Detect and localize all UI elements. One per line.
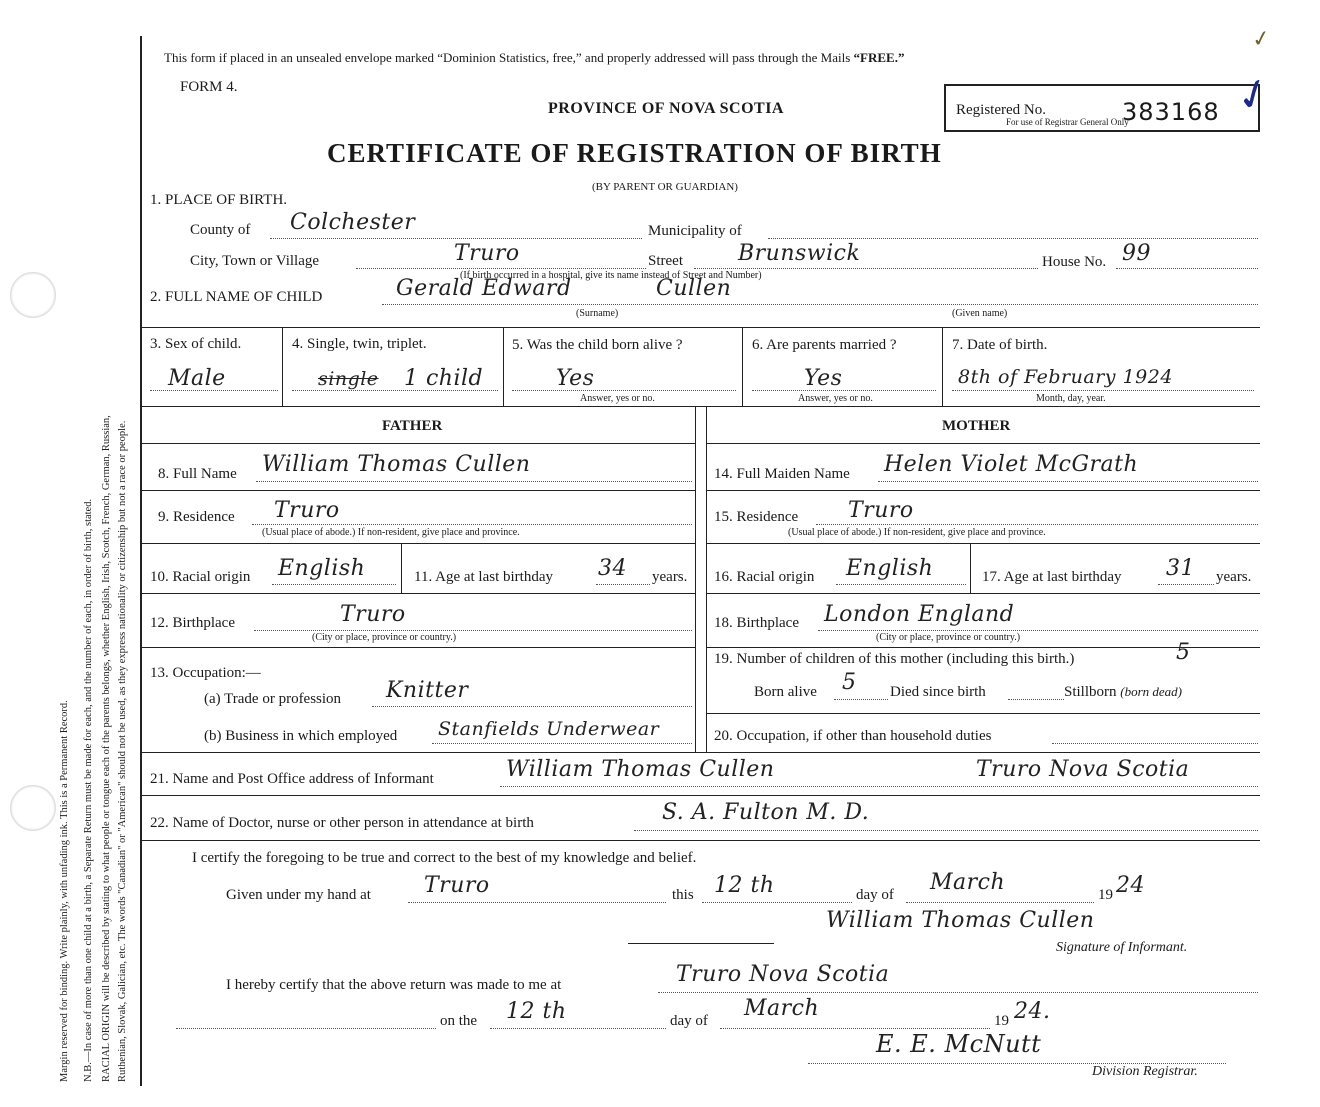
divider — [742, 327, 743, 406]
registered-note: For use of Registrar General Only — [1006, 117, 1129, 127]
dob-value: 8th of February 1924 — [958, 366, 1173, 388]
father-age-value: 34 — [598, 556, 627, 581]
divider — [142, 752, 1260, 753]
margin-note-line: Ruthenian, Slovak, Galician, etc. The words "Canadian" or "American" should not be used, as they express nationality or citizenship but not a race or people. — [117, 420, 128, 1082]
mother-age-line — [1158, 584, 1214, 585]
short-divider — [628, 943, 774, 944]
mother-birthplace-line — [818, 630, 1258, 631]
mother-race-label: 16. Racial origin — [714, 569, 815, 585]
mother-children-label: 19. Number of children of this mother (including this birth.) — [714, 651, 1075, 667]
year-prefix: 19 — [1098, 887, 1113, 903]
father-business-value: Stanfields Underwear — [438, 718, 660, 740]
doctor-value: S. A. Fulton M. D. — [662, 800, 870, 825]
mother-birthplace-caption: (City or place, province or country.) — [876, 632, 1021, 643]
sex-label: 3. Sex of child. — [150, 336, 242, 352]
given-place-value: Truro — [424, 873, 490, 898]
registered-number-box — [944, 84, 1260, 132]
doctor-line — [634, 830, 1258, 831]
father-name-line — [256, 481, 692, 482]
county-line — [270, 238, 642, 239]
born-alive-value: 5 — [842, 670, 857, 695]
divider — [142, 406, 1260, 407]
given-caption: (Given name) — [952, 308, 1008, 319]
father-residence-label: 9. Residence — [158, 509, 235, 525]
doctor-label: 22. Name of Doctor, nurse or other person in attendance at birth — [150, 815, 534, 831]
stillborn-label: Stillborn (born dead) — [1064, 684, 1183, 700]
year-value: 24 — [1116, 873, 1145, 898]
mother-birthplace-label: 18. Birthplace — [714, 615, 799, 631]
mother-residence-value: Truro — [848, 498, 914, 523]
father-birthplace-label: 12. Birthplace — [150, 615, 235, 631]
check-mark-icon: ✓ — [1229, 68, 1279, 124]
day-of-label: day of — [856, 887, 894, 903]
mother-heading: MOTHER — [942, 418, 1011, 434]
informant-label: 21. Name and Post Office address of Informant — [150, 771, 434, 787]
given-label: Given under my hand at — [226, 887, 371, 903]
father-race-value: English — [278, 556, 366, 581]
registrar-signature: E. E. McNutt — [876, 1030, 1042, 1058]
this-label: this — [672, 887, 694, 903]
mother-children-value: 5 — [1176, 640, 1191, 665]
mother-name-line — [878, 481, 1258, 482]
child-name-line — [382, 304, 1258, 305]
divider — [142, 543, 695, 544]
father-age-unit: years. — [652, 569, 688, 585]
registrar-date-line — [176, 1028, 436, 1029]
punch-hole — [10, 272, 56, 318]
father-name-label: 8. Full Name — [158, 466, 237, 482]
born-alive-label: Born alive — [754, 684, 817, 700]
informant-signature: William Thomas Cullen — [826, 908, 1095, 933]
informant-line — [500, 786, 1258, 787]
mother-name-value: Helen Violet McGrath — [884, 452, 1139, 477]
mother-race-value: English — [846, 556, 934, 581]
father-occupation-label: 13. Occupation:— — [150, 665, 261, 681]
registrar-month-value: March — [744, 996, 820, 1021]
hospital-note: (If birth occurred in a hospital, give its name instead of Street and Number) — [460, 270, 762, 281]
father-race-line — [272, 584, 396, 585]
page-title: CERTIFICATE OF REGISTRATION OF BIRTH — [327, 138, 942, 168]
married-line — [752, 390, 936, 391]
divider — [142, 327, 1260, 328]
plurality-label: 4. Single, twin, triplet. — [292, 336, 427, 352]
column-divider — [695, 406, 696, 752]
father-birthplace-line — [254, 630, 692, 631]
signature-caption: Signature of Informant. — [1056, 940, 1188, 955]
dob-caption: Month, day, year. — [1036, 393, 1106, 404]
registrar-statement: I hereby certify that the above return was made to me at — [226, 977, 562, 993]
check-mark-icon: ✓ — [1249, 24, 1273, 53]
divider — [942, 327, 943, 406]
county-value: Colchester — [290, 210, 416, 235]
father-race-label: 10. Racial origin — [150, 569, 251, 585]
day-line — [702, 902, 852, 903]
mother-age-label: 17. Age at last birthday — [982, 569, 1122, 585]
province-heading: PROVINCE OF NOVA SCOTIA — [548, 100, 784, 117]
mother-name-label: 14. Full Maiden Name — [714, 466, 850, 482]
mailing-notice: This form if placed in an unsealed envelope marked “Dominion Statistics, free,” and properly addressed will pass through the Mails “FREE.” — [164, 50, 905, 65]
divider — [142, 593, 695, 594]
father-trade-value: Knitter — [386, 678, 469, 703]
registrar-year-prefix: 19 — [994, 1013, 1009, 1029]
house-line — [1116, 268, 1258, 269]
registrar-place-value: Truro Nova Scotia — [676, 962, 890, 987]
informant-name-value: William Thomas Cullen — [506, 757, 775, 782]
died-line — [1008, 699, 1064, 700]
on-the-label: on the — [440, 1013, 478, 1029]
child-name-label: 2. FULL NAME OF CHILD — [150, 289, 323, 305]
month-line — [906, 902, 1094, 903]
page-subtitle: (BY PARENT OR GUARDIAN) — [592, 181, 738, 193]
city-value: Truro — [454, 241, 520, 266]
house-label: House No. — [1042, 254, 1107, 270]
father-business-line — [432, 743, 692, 744]
father-trade-line — [372, 706, 692, 707]
divider — [142, 443, 695, 444]
father-trade-label: (a) Trade or profession — [204, 691, 342, 707]
city-label: City, Town or Village — [190, 253, 320, 269]
street-line — [694, 268, 1038, 269]
alive-caption: Answer, yes or no. — [580, 393, 655, 404]
dob-line — [952, 390, 1254, 391]
municipality-label: Municipality of — [648, 223, 742, 239]
father-birthplace-value: Truro — [340, 602, 406, 627]
month-value: March — [930, 870, 1006, 895]
street-label: Street — [648, 253, 683, 269]
divider — [706, 490, 1260, 491]
divider — [970, 543, 971, 593]
registrar-month-line — [720, 1028, 990, 1029]
plurality-struck: single — [318, 368, 379, 390]
father-age-line — [596, 584, 650, 585]
city-line — [356, 268, 646, 269]
divider — [282, 327, 283, 406]
child-given-value: Cullen — [656, 276, 732, 301]
mother-birthplace-value: London England — [824, 602, 1015, 627]
divider — [142, 795, 1260, 796]
registrar-year-value: 24. — [1014, 999, 1051, 1024]
registrar-day-of-label: day of — [670, 1013, 708, 1029]
place-of-birth-label: 1. PLACE OF BIRTH. — [150, 192, 288, 208]
alive-value: Yes — [556, 366, 595, 391]
column-divider — [706, 406, 707, 752]
child-surname-value: Gerald Edward — [396, 276, 572, 301]
mother-race-line — [836, 584, 966, 585]
mother-residence-label: 15. Residence — [714, 509, 799, 525]
father-name-value: William Thomas Cullen — [262, 452, 531, 477]
day-value: 12 th — [714, 873, 775, 898]
certification-statement: I certify the foregoing to be true and correct to the best of my knowledge and belief. — [192, 850, 697, 866]
margin-note-line: N.B.—In case of more than one child at a birth, a Separate Return must be made for each, and the number of each, in order of birth, stated. — [83, 498, 94, 1082]
form-number: FORM 4. — [180, 79, 238, 95]
mother-occupation-line — [1052, 743, 1258, 744]
divider — [706, 593, 1260, 594]
given-place-line — [408, 902, 666, 903]
father-business-label: (b) Business in which employed — [204, 728, 398, 744]
alive-label: 5. Was the child born alive ? — [512, 337, 683, 353]
father-residence-line — [252, 524, 692, 525]
divider — [142, 647, 695, 648]
married-value: Yes — [804, 366, 843, 391]
divider — [706, 543, 1260, 544]
registrar-caption: Division Registrar. — [1092, 1064, 1198, 1079]
mother-residence-caption: (Usual place of abode.) If non-resident, give place and province. — [788, 527, 1046, 538]
registrar-day-line — [490, 1028, 666, 1029]
divider — [706, 713, 1260, 714]
margin-note-line: Margin reserved for binding. Write plainly, with unfading ink. This is a Permanent Record. — [59, 700, 70, 1082]
mother-age-unit: years. — [1216, 569, 1252, 585]
divider — [142, 490, 695, 491]
punch-hole — [10, 785, 56, 831]
father-residence-value: Truro — [274, 498, 340, 523]
street-value: Brunswick — [738, 241, 861, 266]
father-residence-caption: (Usual place of abode.) If non-resident, give place and province. — [262, 527, 520, 538]
municipality-line — [768, 238, 1258, 239]
registrar-day-value: 12 th — [506, 999, 567, 1024]
alive-line — [512, 390, 736, 391]
dob-label: 7. Date of birth. — [952, 337, 1048, 353]
divider — [503, 327, 504, 406]
married-caption: Answer, yes or no. — [798, 393, 873, 404]
mother-age-value: 31 — [1166, 556, 1195, 581]
mother-occupation-label: 20. Occupation, if other than household duties — [714, 728, 992, 744]
divider — [142, 840, 1260, 841]
informant-address-value: Truro Nova Scotia — [976, 757, 1190, 782]
form-left-border — [140, 36, 142, 1086]
divider — [706, 443, 1260, 444]
plurality-value: 1 child — [404, 366, 484, 391]
registered-label: Registered No. — [956, 102, 1046, 118]
father-birthplace-caption: (City or place, province or country.) — [312, 632, 457, 643]
divider — [401, 543, 402, 593]
margin-note-line: RACIAL ORIGIN will be described by stating to what people or tongue each of the parents belongs, whether English, Irish, Scotch, French, German, Russian, — [101, 415, 112, 1082]
surname-caption: (Surname) — [576, 308, 619, 319]
registered-value: 383168 — [1122, 98, 1220, 126]
house-value: 99 — [1122, 241, 1151, 266]
stillborn-note: (born dead) — [1120, 684, 1183, 699]
mother-residence-line — [816, 524, 1258, 525]
county-label: County of — [190, 222, 251, 238]
father-age-label: 11. Age at last birthday — [414, 569, 553, 585]
registrar-place-line — [658, 992, 1258, 993]
father-heading: FATHER — [382, 418, 443, 434]
died-label: Died since birth — [890, 684, 986, 700]
sex-value: Male — [168, 366, 226, 391]
born-alive-line — [834, 699, 888, 700]
married-label: 6. Are parents married ? — [752, 337, 897, 353]
